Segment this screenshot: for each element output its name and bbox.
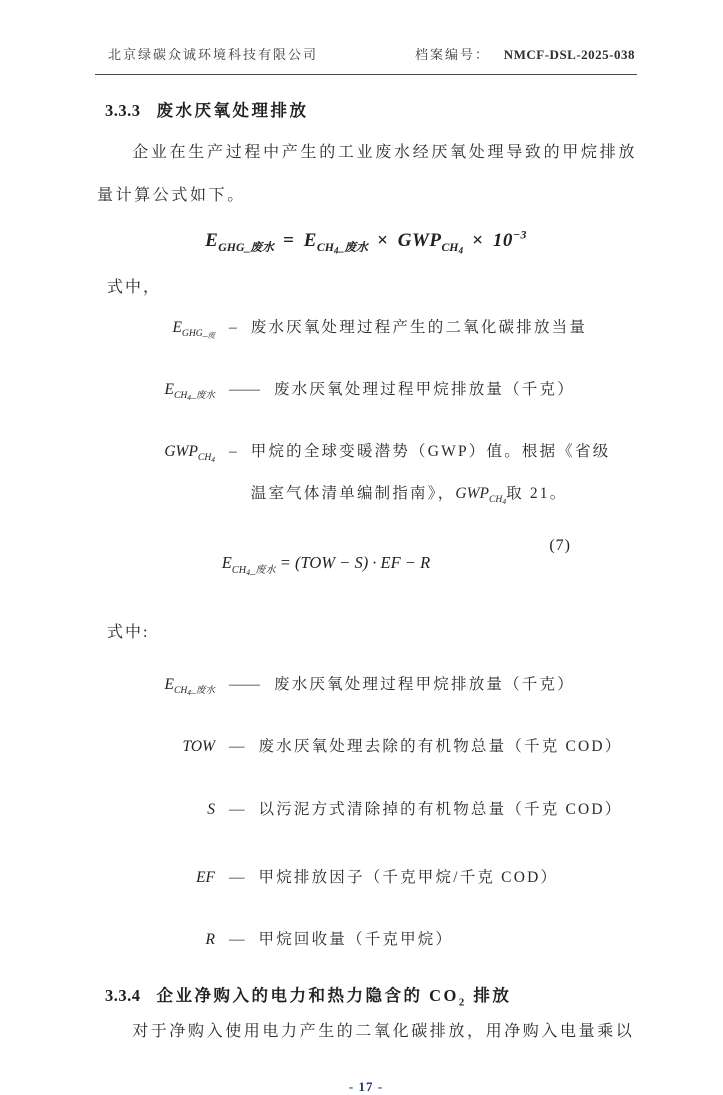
definition-row-s [95, 795, 637, 832]
intro-paragraph-334: 对于净购入使用电力产生的二氧化碳排放，用净购入电量乘以 [132, 1023, 635, 1041]
definition-text: 甲烷回收量（千克甲烷） [258, 931, 454, 948]
definition-row-r [95, 925, 637, 962]
variable-symbol: $E_{GHG\__废}$ [172, 318, 215, 340]
definition-row-gwp [95, 437, 637, 523]
formula-ch4-wastewater [95, 553, 557, 577]
equals-sign: = [283, 230, 295, 252]
definition-dash: – [229, 443, 237, 461]
inline-math-gwp: $GWP_{CH_4}$ [455, 485, 507, 507]
definition-dash: – [229, 318, 237, 336]
variable-symbol: $GWP_{CH_4}$ [164, 443, 215, 465]
definition-text: 废水厌氧处理过程产生的二氧化碳排放当量 [250, 318, 588, 336]
definition-row-e-ch4-2 [95, 670, 637, 707]
definition-text: 甲烷排放因子（千克甲烷/千克 COD） [258, 868, 559, 886]
definition-dash: —— [229, 380, 260, 398]
variable-symbol: EF [196, 868, 215, 886]
variable-symbol: $E_{CH_4\_废水}$ [164, 380, 215, 403]
formula-7-block [95, 537, 637, 595]
multiply-sign: × [472, 230, 484, 252]
page-number: - 17 - [348, 1079, 384, 1095]
definition-row-ef [95, 863, 637, 900]
definition-text: 废水厌氧处理去除的有机物总量（千克 COD） [258, 738, 623, 756]
definition-text: 废水厌氧处理过程甲烷排放量（千克） [274, 380, 575, 398]
definition-dash: — [229, 931, 245, 948]
definition-row-e-ghg [95, 313, 637, 350]
variable-symbol: S [207, 800, 215, 818]
section-number: 3.3.3 [105, 101, 141, 120]
definition-text: 甲烷的全球变暖潜势（GWP）值。根据《省级 温室气体清单编制指南》，$GWP_{CH_4}$取 21。 [250, 443, 611, 507]
math-term-e-ch4: $E_{CH_4\_废水}$ [303, 230, 368, 256]
math-term-e-ch4: $E_{CH_4\_废水}$ [221, 553, 276, 577]
section-heading-334 [95, 982, 637, 1008]
archive-number: NMCF-DSL-2025-038 [503, 47, 635, 62]
definition-row-tow [95, 732, 637, 769]
page-header [95, 44, 637, 75]
variable-symbol: R [205, 931, 215, 948]
archive-number-field [415, 44, 635, 63]
definition-dash: — [229, 868, 245, 886]
intro-paragraph-333: 企业在生产过程中产生的工业废水经厌氧处理导致的甲烷排放量计算公式如下。 [97, 144, 637, 204]
definition-row-e-ch4 [95, 375, 637, 412]
definition-dash: —— [229, 676, 260, 694]
section-title: 企业净购入的电力和热力隐含的 $CO_2$ 排放 [156, 986, 512, 1009]
section-number: 3.3.4 [105, 986, 141, 1006]
where-label-1: 式中， [107, 278, 162, 296]
definition-text: 废水厌氧处理过程甲烷排放量（千克） [274, 676, 575, 694]
where-label-2: 式中: [107, 624, 150, 642]
math-term-e-ghg: $E_{GHG\_废水}$ [205, 230, 274, 255]
formula-rhs: = (TOW − S) · EF − R [279, 553, 431, 573]
math-term-power: $10^{-3}$ [492, 229, 527, 252]
formula-number: (7) [549, 537, 571, 555]
math-term-gwp: $GWP_{CH_4}$ [397, 230, 464, 256]
multiply-sign: × [377, 230, 389, 252]
definition-text: 以污泥方式清除掉的有机物总量（千克 COD） [258, 800, 623, 818]
section-heading-333 [95, 97, 637, 121]
variable-symbol: $E_{CH_4\_废水}$ [164, 676, 215, 698]
variable-symbol: TOW [182, 738, 215, 756]
company-name: 北京绿碳众诚环境科技有限公司 [108, 47, 319, 62]
formula-ghg-wastewater [95, 229, 637, 256]
definition-dash: — [229, 800, 245, 818]
definition-dash: — [229, 738, 245, 756]
archive-label: 档案编号： [414, 47, 490, 62]
section-title: 废水厌氧处理排放 [156, 101, 309, 120]
